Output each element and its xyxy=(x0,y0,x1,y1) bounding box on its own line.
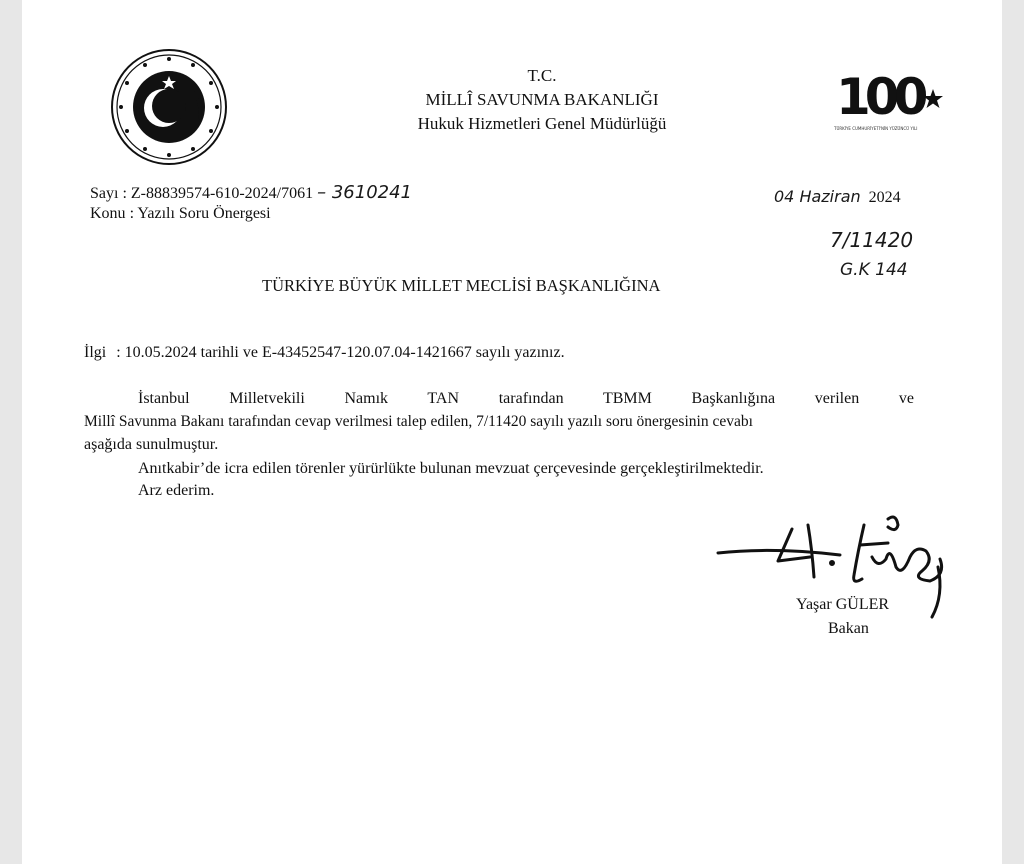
closing: Arz ederim. xyxy=(138,482,215,499)
konu-line xyxy=(90,205,271,223)
konu-label: Konu xyxy=(90,205,126,222)
signatory-title: Bakan xyxy=(828,620,869,637)
header-ministry: MİLLÎ SAVUNMA BAKANLIĞI xyxy=(425,90,659,109)
ministry-seal xyxy=(110,48,228,166)
centennial-logo: 100 TÜRKİYE CUMHURİYETİ'NİN YÜZÜNCÜ YILI xyxy=(834,72,952,134)
header-tc: T.C. xyxy=(527,66,557,85)
konu-value: : Yazılı Soru Önergesi xyxy=(129,205,271,222)
date-year: 2024 xyxy=(868,189,901,206)
ilgi-text: : 10.05.2024 tarihli ve E-43452547-120.07.04-1421667 sayılı yazınız. xyxy=(116,344,565,361)
sayi-label: Sayı xyxy=(90,185,119,202)
body-paragraph2: Anıtkabir’de icra edilen törenler yürürlükte bulunan mevzuat çerçevesinde gerçekleştirilmektedir. xyxy=(138,460,764,477)
body-paragraph1-line2: Millî Savunma Bakanı tarafından cevap verilmesi talep edilen, 7/11420 sayılı yazılı soru önergesinin cevabı xyxy=(84,413,753,430)
handwritten-note-number: 7/11420 xyxy=(830,228,914,252)
sayi-handwritten: – 3610241 xyxy=(317,182,412,203)
document-date xyxy=(774,187,901,207)
body-paragraph1-line1: İstanbul Milletvekili Namık TAN tarafından TBMM Başkanlığına verilen ve xyxy=(138,390,914,407)
sayi-line xyxy=(90,182,412,203)
body-paragraph1-line3: aşağıda sunulmuştur. xyxy=(84,436,219,453)
recipient: TÜRKİYE BÜYÜK MİLLET MECLİSİ BAŞKANLIĞINA xyxy=(262,276,661,295)
header-department: Hukuk Hizmetleri Genel Müdürlüğü xyxy=(417,114,667,133)
document-page xyxy=(22,0,1002,864)
signatory-name: Yaşar GÜLER xyxy=(796,596,890,613)
handwritten-note-gk: G.K 144 xyxy=(840,260,908,280)
ilgi-label: İlgi xyxy=(84,344,107,361)
ilgi-line xyxy=(84,344,565,362)
sayi-value: : Z-88839574-610-2024/7061 xyxy=(122,185,314,202)
date-handwritten: 04 Haziran xyxy=(774,187,861,206)
